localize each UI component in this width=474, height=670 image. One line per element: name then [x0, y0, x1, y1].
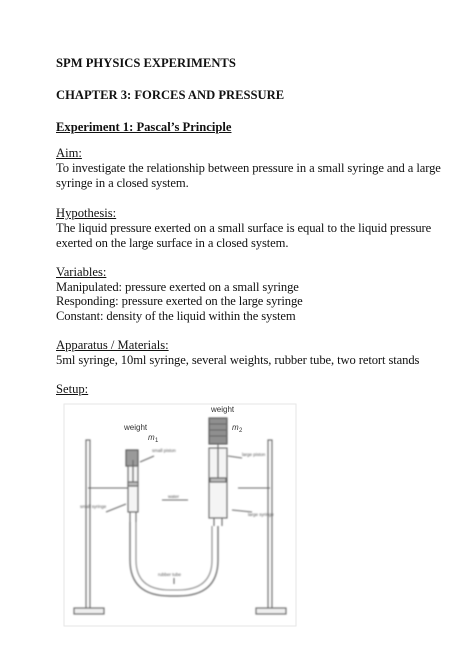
weight-right-label: weight	[211, 405, 235, 414]
small-syringe	[126, 450, 138, 522]
aim-line-1: To investigate the relationship between pressure in a small syringe and a large	[56, 161, 441, 175]
large-piston-label: large piston	[242, 452, 266, 457]
hypothesis-line-1: The liquid pressure exerted on a small surface is equal to the liquid pressure	[56, 221, 432, 235]
setup-heading: Setup:	[56, 382, 89, 396]
large-syringe	[209, 418, 227, 526]
experiment-heading: Experiment 1: Pascal’s Principle	[56, 120, 232, 134]
variables-heading: Variables:	[56, 265, 107, 279]
weight-left-label: weight	[124, 423, 148, 432]
setup-diagram	[58, 400, 300, 630]
chapter-heading: CHAPTER 3: FORCES AND PRESSURE	[56, 88, 285, 102]
rubber-tube-label: rubber tube	[158, 572, 182, 577]
apparatus-heading: Apparatus / Materials:	[56, 338, 169, 352]
small-syringe-label: small syringe	[80, 504, 107, 509]
document-title: SPM PHYSICS EXPERIMENTS	[56, 56, 236, 70]
mass-right-label: m	[232, 423, 239, 432]
apparatus-list: 5ml syringe, 10ml syringe, several weights, rubber tube, two retort stands	[56, 353, 420, 367]
hypothesis-heading: Hypothesis:	[56, 206, 117, 220]
large-syringe-label: large syringe	[248, 512, 274, 517]
rubber-tube	[130, 522, 218, 596]
variables-manipulated: Manipulated: pressure exerted on a small syringe	[56, 280, 299, 294]
mass-left-subscript: 1	[155, 438, 159, 444]
variables-constant: Constant: density of the liquid within the system	[56, 309, 296, 323]
small-piston-label: small piston	[152, 448, 176, 453]
hypothesis-line-2: exerted on the large surface in a closed system.	[56, 236, 289, 250]
left-retort-stand	[74, 440, 134, 614]
water-label: water	[168, 494, 180, 499]
right-retort-stand	[238, 440, 286, 614]
variables-responding: Responding: pressure exerted on the large syringe	[56, 294, 303, 308]
aim-line-2: syringe in a closed system.	[56, 176, 189, 190]
mass-left-label: m	[148, 433, 155, 442]
aim-heading: Aim:	[56, 146, 82, 160]
mass-right-subscript: 2	[239, 428, 243, 434]
